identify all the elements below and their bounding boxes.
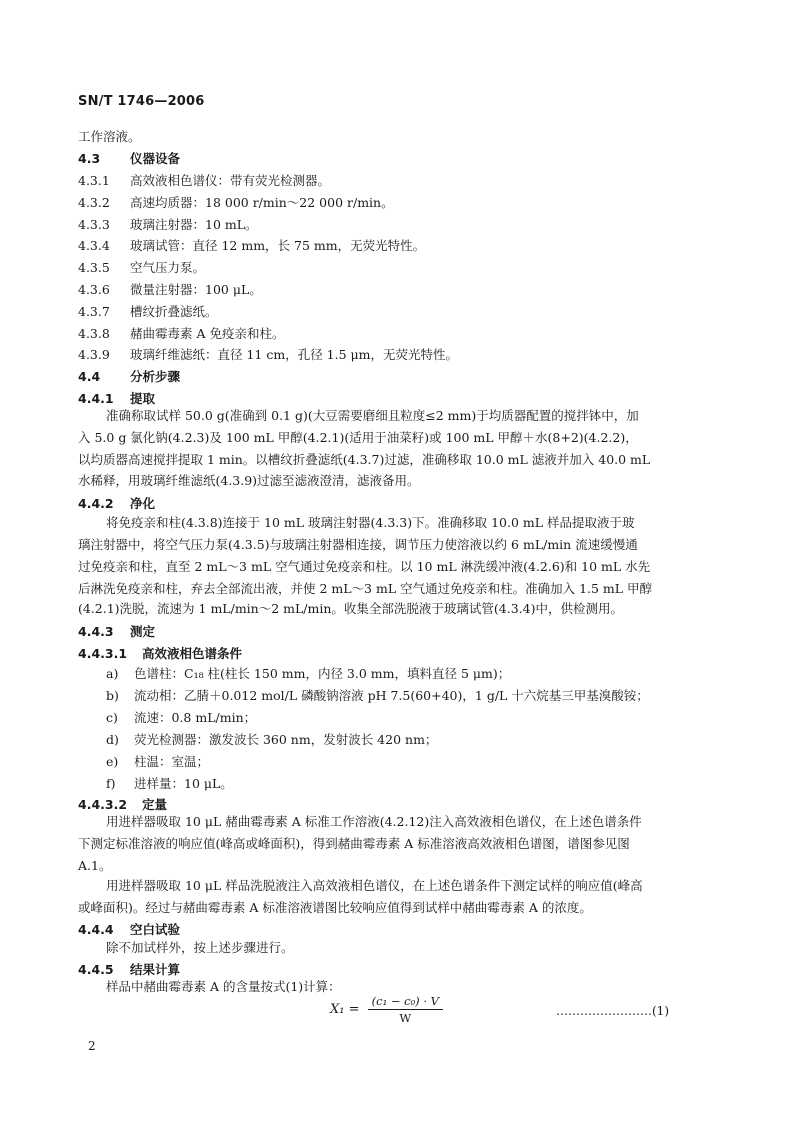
- section-title: 仪器设备: [130, 151, 181, 166]
- item-text: 高速均质器：18 000 r/min～22 000 r/min。: [130, 195, 394, 210]
- section-4-4-4-heading: [78, 922, 180, 938]
- item-text: 槽纹折叠滤纸。: [130, 304, 218, 319]
- formula-1: [330, 994, 443, 1025]
- section-number: 4.3: [78, 151, 101, 166]
- equation-number: ……………………(1): [556, 1004, 669, 1018]
- section-number: 4.4.1: [78, 391, 114, 406]
- section-number: 4.4.3.1: [78, 646, 128, 661]
- paragraph-quantification-5: 或峰面积)。经过与赭曲霉毒素 A 标准溶液谱图比较响应值得到试样中赭曲霉毒素 A 的浓度。: [78, 900, 592, 915]
- paragraph-cleanup-4: 后淋洗免疫亲和柱，弃去全部流出液，并使 2 mL～3 mL 空气通过免疫亲和柱。准确加入 1.5 mL 甲醇: [78, 581, 653, 596]
- section-title: 空白试验: [130, 922, 181, 937]
- item-text: 玻璃纤维滤纸：直径 11 cm，孔径 1.5 μm，无荧光特性。: [130, 347, 459, 362]
- item-text: 微量注射器：100 μL。: [130, 282, 262, 297]
- section-number: 4.4.3.2: [78, 797, 128, 812]
- list-marker: d): [106, 732, 119, 747]
- paragraph-quantification-2: 下测定标准溶液的响应值(峰高或峰面积)，得到赭曲霉毒素 A 标准溶液高效液相色谱图，谱图参见图: [78, 836, 630, 851]
- section-4-3-heading: [78, 151, 180, 167]
- list-item-b: [106, 688, 649, 704]
- paragraph-extraction-1: 准确称取试样 50.0 g(准确到 0.1 g)(大豆需要磨细且粒度≤2 mm)于均质器配置的搅拌钵中，加: [106, 408, 639, 423]
- item-text: 高效液相色谱仪：带有荧光检测器。: [130, 173, 331, 188]
- formula-fraction: [368, 994, 443, 1025]
- item-number: 4.3.5: [78, 260, 110, 275]
- section-4-4-2-heading: [78, 496, 155, 512]
- paragraph-extraction-3: 以均质器高速搅拌提取 1 min。以槽纹折叠滤纸(4.3.7)过滤，准确移取 10.0 mL 滤液并加入 40.0 mL: [78, 452, 651, 467]
- section-title: 分析步骤: [130, 369, 181, 384]
- list-item-f: [106, 776, 233, 792]
- section-number: 4.4.2: [78, 496, 114, 511]
- paragraph-cleanup-1: 将免疫亲和柱(4.3.8)连接于 10 mL 玻璃注射器(4.3.3)下。准确移取 10.0 mL 样品提取液于玻: [106, 515, 635, 530]
- item-number: 4.3.1: [78, 173, 110, 188]
- list-text: 进样量：10 μL。: [134, 776, 233, 791]
- section-title: 提取: [130, 391, 156, 406]
- item-number: 4.3.8: [78, 326, 110, 341]
- list-marker: a): [106, 666, 119, 681]
- item-4-3-3: [78, 217, 258, 233]
- list-marker: c): [106, 710, 118, 725]
- section-number: 4.4: [78, 369, 101, 384]
- item-number: 4.3.9: [78, 347, 110, 362]
- section-number: 4.4.3: [78, 624, 114, 639]
- section-number: 4.4.4: [78, 922, 114, 937]
- paragraph-cleanup-3: 过免疫亲和柱，直至 2 mL～3 mL 空气通过免疫亲和柱。以 10 mL 淋洗缓冲液(4.2.6)和 10 mL 水先: [78, 559, 651, 574]
- paragraph-cleanup-2: 璃注射器中，将空气压力泵(4.3.5)与玻璃注射器相连接，调节压力使溶液以约 6 mL/min 流速缓慢通: [78, 537, 638, 552]
- item-number: 4.3.6: [78, 282, 110, 297]
- paragraph-quantification-1: 用进样器吸取 10 μL 赭曲霉毒素 A 标准工作溶液(4.2.12)注入高效液相色谱仪，在上述色谱条件: [106, 814, 642, 829]
- paragraph-calculation: 样品中赭曲霉毒素 A 的含量按式(1)计算：: [106, 979, 341, 994]
- item-4-3-4: [78, 238, 425, 254]
- item-4-3-8: [78, 326, 284, 342]
- list-text: 色谱柱：C₁₈ 柱(柱长 150 mm，内径 3.0 mm，填料直径 5 μm)；: [134, 666, 511, 681]
- item-4-3-2: [78, 195, 394, 211]
- section-4-4-heading: [78, 369, 180, 385]
- item-text: 赭曲霉毒素 A 免疫亲和柱。: [130, 326, 285, 341]
- item-4-3-7: [78, 304, 218, 320]
- list-text: 流动相：乙腈＋0.012 mol/L 磷酸钠溶液 pH 7.5(60+40)，1 g/L 十六烷基三甲基溴酸铵；: [134, 688, 649, 703]
- section-title: 结果计算: [130, 962, 181, 977]
- formula-numerator: (c₁ − c₀) · V: [368, 994, 443, 1010]
- list-item-c: [106, 710, 256, 726]
- paragraph-quantification-3: A.1。: [78, 858, 112, 873]
- document-code: SN/T 1746—2006: [78, 94, 205, 109]
- list-text: 荧光检测器：激发波长 360 nm，发射波长 420 nm；: [134, 732, 438, 747]
- item-number: 4.3.4: [78, 238, 110, 253]
- paragraph-blank-test: 除不加试样外，按上述步骤进行。: [106, 940, 294, 955]
- item-4-3-6: [78, 282, 262, 298]
- section-title: 定量: [142, 797, 168, 812]
- list-item-a: [106, 666, 510, 682]
- item-4-3-9: [78, 347, 458, 363]
- item-text: 玻璃试管：直径 12 mm，长 75 mm，无荧光特性。: [130, 238, 426, 253]
- continued-text: 工作溶液。: [78, 129, 141, 144]
- list-marker: f): [106, 776, 116, 791]
- paragraph-quantification-4: 用进样器吸取 10 μL 样品洗脱液注入高效液相色谱仪，在上述色谱条件下测定试样的响应值(峰高: [106, 878, 643, 893]
- list-text: 柱温：室温；: [134, 754, 210, 769]
- paragraph-extraction-4: 水稀释，用玻璃纤维滤纸(4.3.9)过滤至滤液澄清，滤液备用。: [78, 473, 420, 488]
- paragraph-extraction-2: 入 5.0 g 氯化钠(4.2.3)及 100 mL 甲醇(4.2.1)(适用于油菜籽)或 100 mL 甲醇＋水(8+2)(4.2.2)，: [78, 430, 638, 445]
- item-number: 4.3.2: [78, 195, 110, 210]
- formula-denominator: W: [399, 1011, 412, 1025]
- list-text: 流速：0.8 mL/min；: [134, 710, 257, 725]
- section-title: 净化: [130, 496, 156, 511]
- section-number: 4.4.5: [78, 962, 114, 977]
- section-4-4-3-1-heading: [78, 646, 242, 662]
- list-marker: b): [106, 688, 119, 703]
- item-4-3-5: [78, 260, 205, 276]
- section-title: 测定: [130, 624, 156, 639]
- list-marker: e): [106, 754, 119, 769]
- paragraph-cleanup-5: (4.2.1)洗脱，流速为 1 mL/min～2 mL/min。收集全部洗脱液于玻璃试管(4.3.4)中，供检测用。: [78, 601, 623, 616]
- list-item-d: [106, 732, 437, 748]
- section-title: 高效液相色谱条件: [142, 646, 243, 661]
- page-number: 2: [88, 1039, 96, 1053]
- item-4-3-1: [78, 173, 330, 189]
- item-number: 4.3.7: [78, 304, 110, 319]
- list-item-e: [106, 754, 209, 770]
- section-4-4-3-heading: [78, 624, 155, 640]
- item-text: 空气压力泵。: [130, 260, 206, 275]
- item-number: 4.3.3: [78, 217, 110, 232]
- formula-lhs: X₁ =: [330, 1002, 360, 1017]
- item-text: 玻璃注射器：10 mL。: [130, 217, 258, 232]
